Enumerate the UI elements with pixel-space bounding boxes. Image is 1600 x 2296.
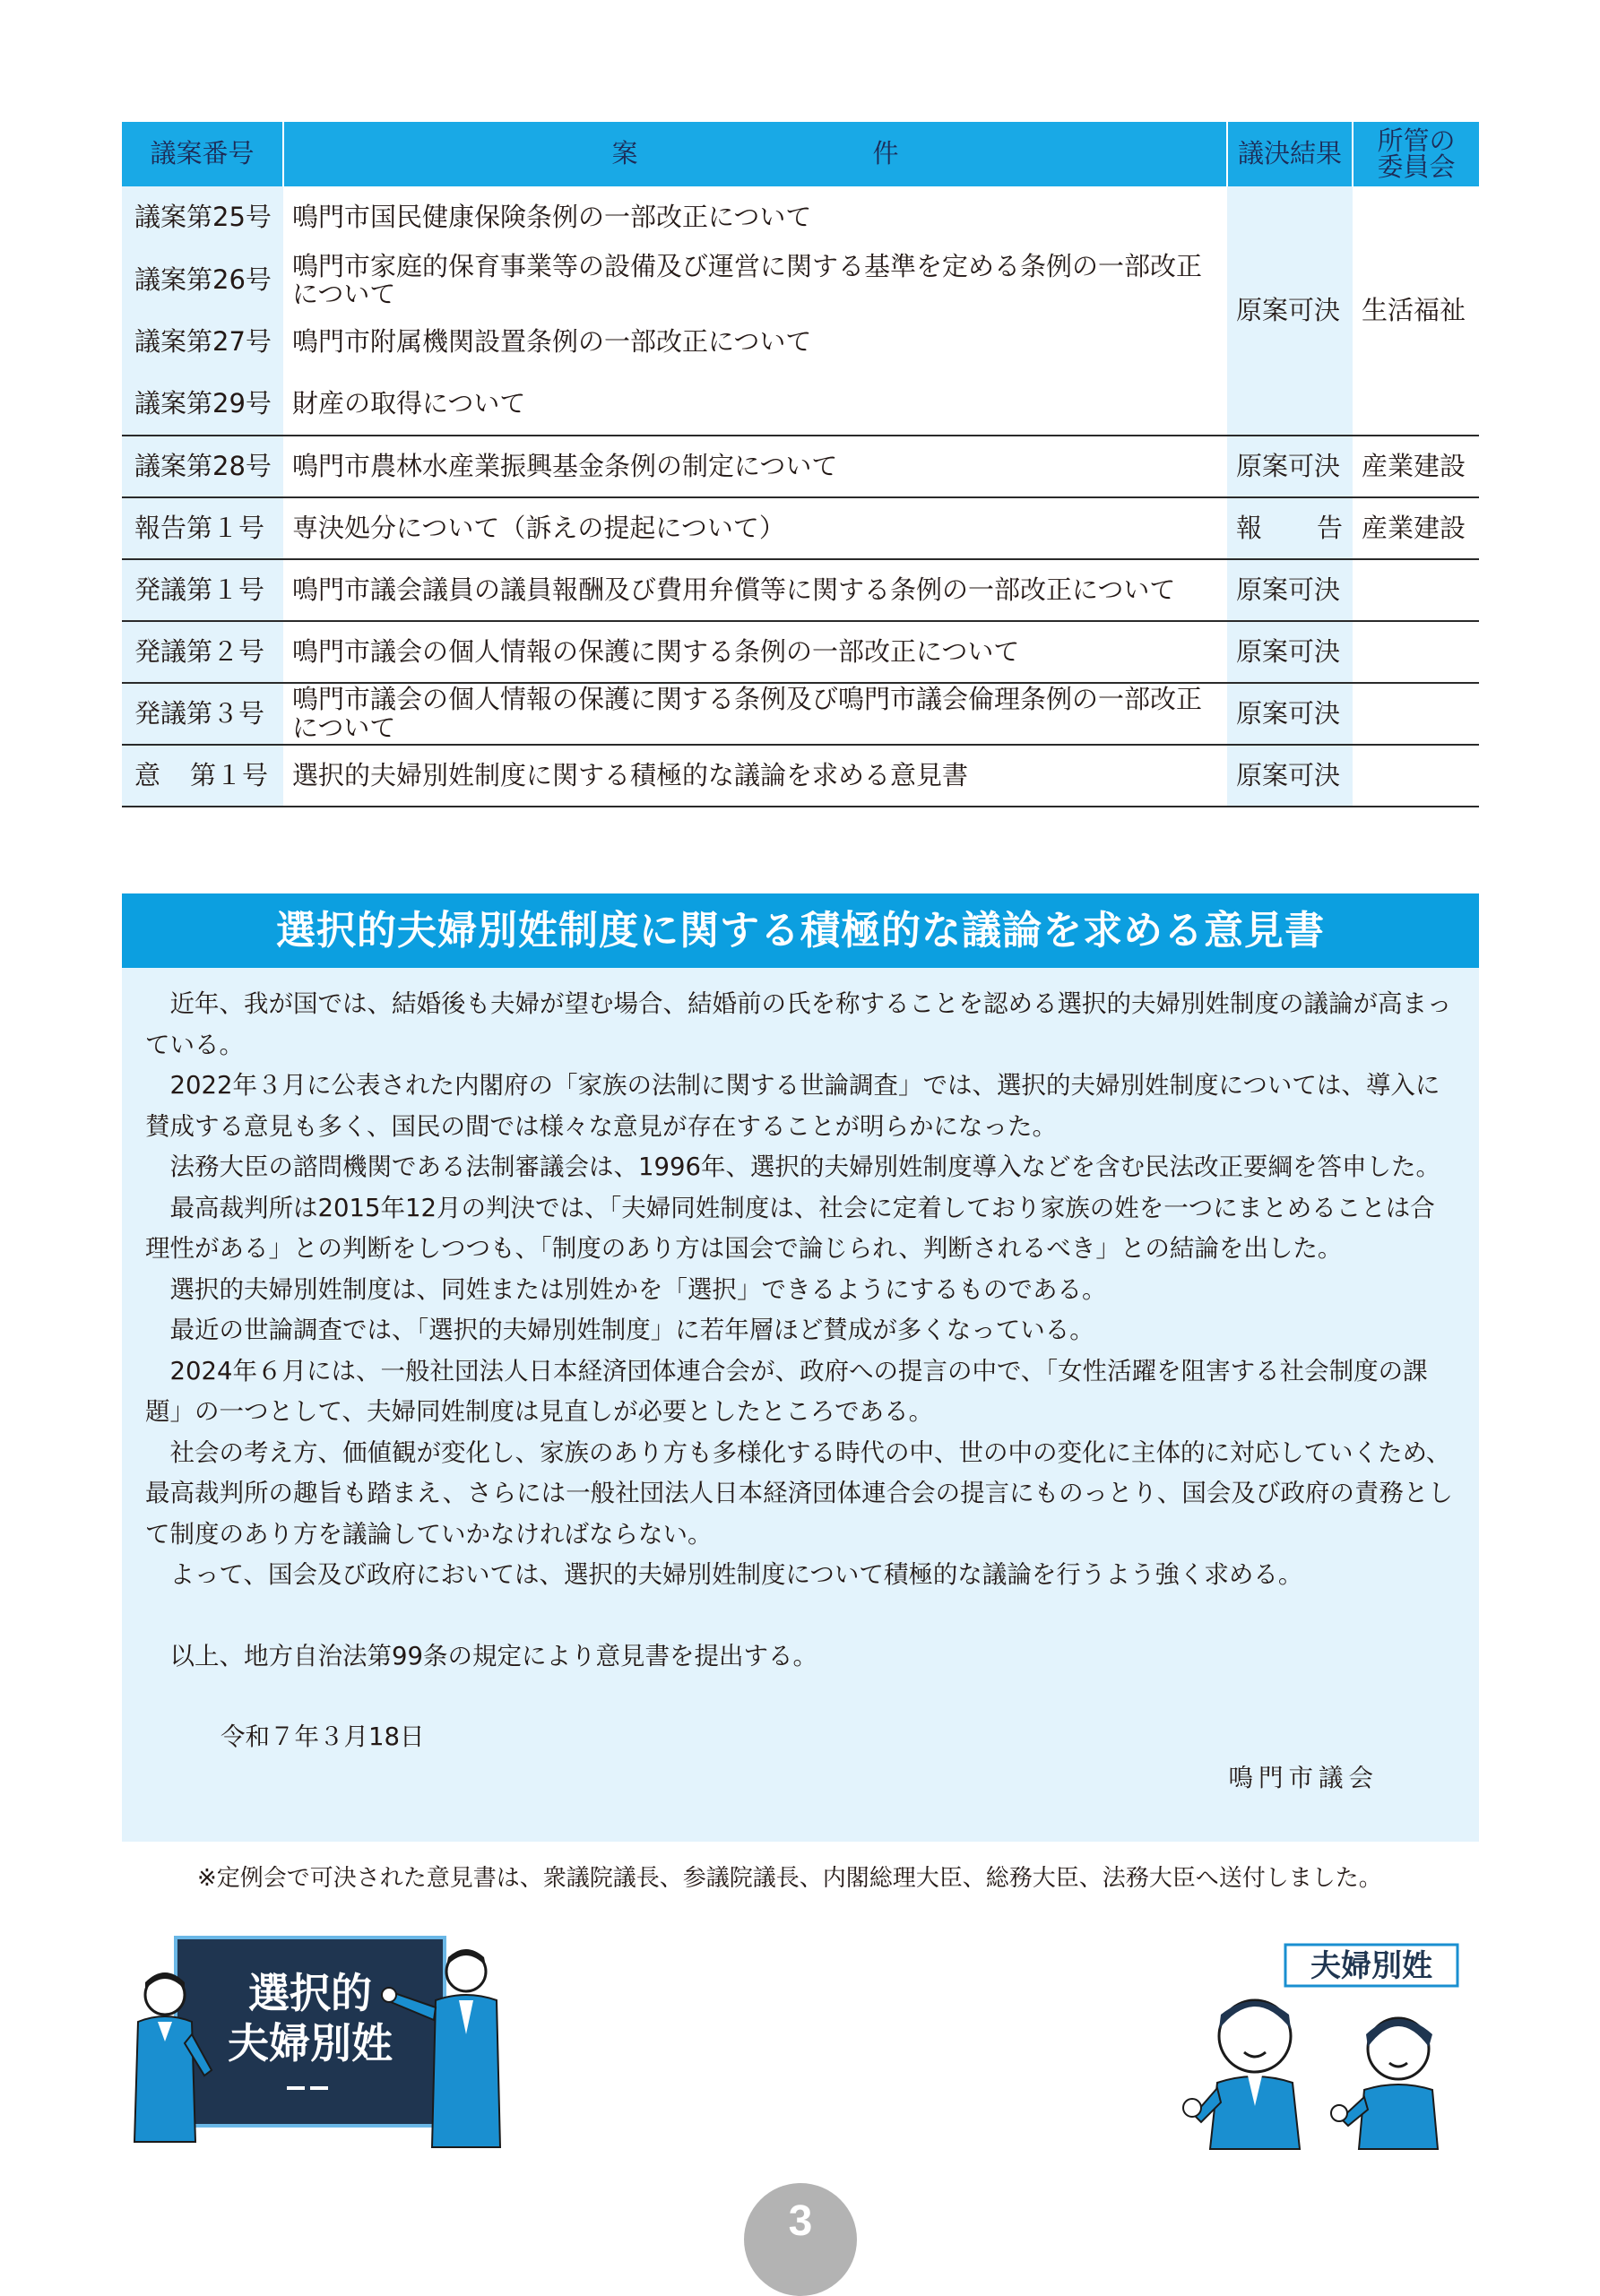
- bill-committee: [1353, 683, 1479, 745]
- bill-result: 原案可決: [1227, 683, 1353, 745]
- bill-committee: 産業建設: [1353, 497, 1479, 559]
- bill-title: 鳴門市議会議員の議員報酬及び費用弁償等に関する条例の一部改正について: [283, 559, 1227, 621]
- man-thumbs-up-icon: [1183, 2000, 1300, 2149]
- opinion-paragraph: 社会の考え方、価値観が変化し、家族のあり方も多様化する時代の中、世の中の変化に主体的に対応していくため、最高裁判所の趣旨も踏まえ、さらには一般社団法人日本経済団体連合会の提言にものっとり、国会及び政府の責務として制度のあり方を議論していかなければならない。: [145, 1437, 1453, 1549]
- header-committee-line1: 所管の: [1377, 125, 1456, 156]
- table-row: [122, 683, 1479, 745]
- woman-thumbs-up-icon: [1331, 2018, 1438, 2149]
- delivery-note: ※定例会で可決された意見書は、衆議院議長、参議院議長、内閣総理大臣、総務大臣、法務大臣へ送付しました。: [197, 1865, 1382, 1892]
- bill-result: [1227, 497, 1353, 559]
- bill-title: 専決処分について（訴えの提起について）: [283, 497, 1227, 559]
- couple-illustration: [1174, 1936, 1479, 2151]
- table-row: [122, 436, 1479, 497]
- bill-title: 鳴門市家庭的保育事業等の設備及び運営に関する基準を定める条例の一部改正について: [292, 250, 1203, 309]
- bill-number: 議案第28号: [122, 436, 283, 497]
- opinion-date: 令和７年３月18日: [221, 1722, 425, 1751]
- bill-result: 原案可決: [1227, 186, 1353, 436]
- bill-result: 原案可決: [1227, 559, 1353, 621]
- opinion-paragraph: 法務大臣の諮問機関である法制審議会は、1996年、選択的夫婦別姓制度導入などを含む民法改正要綱を答申した。: [169, 1152, 1440, 1181]
- bill-number: 報告第１号: [122, 497, 283, 559]
- opinion-paragraph: 近年、我が国では、結婚後も夫婦が望む場合、結婚前の氏を称することを認める選択的夫婦別姓制度の議論が高まっている。: [145, 989, 1452, 1059]
- header-committee: [1353, 122, 1479, 186]
- bill-number: 発議第３号: [122, 683, 283, 745]
- bill-committee: [1353, 559, 1479, 621]
- bill-title: 鳴門市議会の個人情報の保護に関する条例及び鳴門市議会倫理条例の一部改正について: [283, 683, 1227, 745]
- table-row: [122, 745, 1479, 807]
- header-committee-line2: 委員会: [1377, 151, 1456, 182]
- page-number: 3: [744, 2183, 857, 2296]
- table-row: [122, 497, 1479, 559]
- bill-result-left: 報: [1236, 512, 1263, 543]
- bill-title: 鳴門市附属機関設置条例の一部改正について: [292, 326, 812, 358]
- table-row: [122, 621, 1479, 683]
- bill-number: [122, 745, 283, 807]
- table-row: [122, 186, 1479, 249]
- header-case: [283, 122, 1227, 186]
- opinion-paragraph: 2022年３月に公表された内閣府の「家族の法制に関する世論調査」では、選択的夫婦別姓制度については、導入に賛成する意見も多く、国民の間では様々な意見が存在することが明らかになった。: [145, 1071, 1440, 1141]
- bill-title: 財産の取得について: [292, 387, 526, 419]
- header-result: 議決結果: [1227, 122, 1353, 186]
- opinion-paragraph: 2024年６月には、一般社団法人日本経済団体連合会が、政府への提言の中で、「女性活躍を阻害する社会制度の課題」の一つとして、夫婦同姓制度は見直しが必要としたところである。: [145, 1356, 1428, 1426]
- bill-committee: [1353, 745, 1479, 807]
- bill-committee: [1353, 621, 1479, 683]
- opinion-paragraph: よって、国会及び政府においては、選択的夫婦別姓制度について積極的な議論を行うよう強く求める。: [169, 1560, 1303, 1589]
- bill-result: 原案可決: [1227, 745, 1353, 807]
- bill-results-table: [122, 122, 1479, 807]
- bill-number: 議案第25号: [122, 186, 283, 249]
- bill-number: 議案第29号: [122, 373, 283, 436]
- bill-title: 選択的夫婦別姓制度に関する積極的な議論を求める意見書: [283, 745, 1227, 807]
- bill-number: 発議第２号: [122, 621, 283, 683]
- bill-number-left: 意: [134, 759, 161, 790]
- bill-result: 原案可決: [1227, 436, 1353, 497]
- surname-badge-text: 夫婦別姓: [1310, 1948, 1432, 1984]
- opinion-body: [122, 968, 1479, 1842]
- bill-title: 鳴門市議会の個人情報の保護に関する条例の一部改正について: [283, 621, 1227, 683]
- bill-committee: 生活福祉: [1362, 294, 1466, 325]
- blackboard-text-line1: 選択的: [248, 1969, 372, 2017]
- table-header-row: [122, 122, 1479, 186]
- header-bill-number: 議案番号: [122, 122, 283, 186]
- bill-title: 鳴門市国民健康保険条例の一部改正について: [292, 202, 812, 233]
- blackboard-illustration: [125, 1936, 520, 2151]
- bill-result: 原案可決: [1227, 621, 1353, 683]
- opinion-signature: 鳴門市議会: [1228, 1763, 1379, 1792]
- bill-title: 鳴門市農林水産業振興基金条例の制定について: [283, 436, 1227, 497]
- table-row: [122, 559, 1479, 621]
- opinion-paragraph: 最近の世論調査では、「選択的夫婦別姓制度」に若年層ほど賛成が多くなっている。: [169, 1316, 1094, 1344]
- chalk-mark: [310, 2086, 328, 2090]
- bill-number-right: 第１号: [190, 759, 269, 790]
- opinion-heading: 選択的夫婦別姓制度に関する積極的な議論を求める意見書: [122, 893, 1479, 968]
- opinion-paragraph: 選択的夫婦別姓制度は、同姓または別姓かを「選択」できるようにするものである。: [169, 1274, 1107, 1304]
- opinion-closing: 以上、地方自治法第99条の規定により意見書を提出する。: [169, 1641, 817, 1670]
- bill-number: 発議第１号: [122, 559, 283, 621]
- opinion-paragraph: 最高裁判所は2015年12月の判決では、「夫婦同姓制度は、社会に定着しており家族の姓を一つにまとめることは合理性がある」との判断をしつつも、「制度のあり方は国会で論じられ、判断されるべき」との結論を出した。: [145, 1193, 1435, 1263]
- chalk-mark: [287, 2086, 305, 2090]
- header-case-left: 案: [611, 138, 638, 169]
- bill-result-right: 告: [1317, 512, 1344, 543]
- bill-number: 議案第26号: [122, 249, 283, 312]
- blackboard-text-line2: 夫婦別姓: [228, 2019, 393, 2067]
- bill-number: 議案第27号: [122, 312, 283, 373]
- bill-committee: 産業建設: [1353, 436, 1479, 497]
- header-case-right: 件: [872, 138, 899, 169]
